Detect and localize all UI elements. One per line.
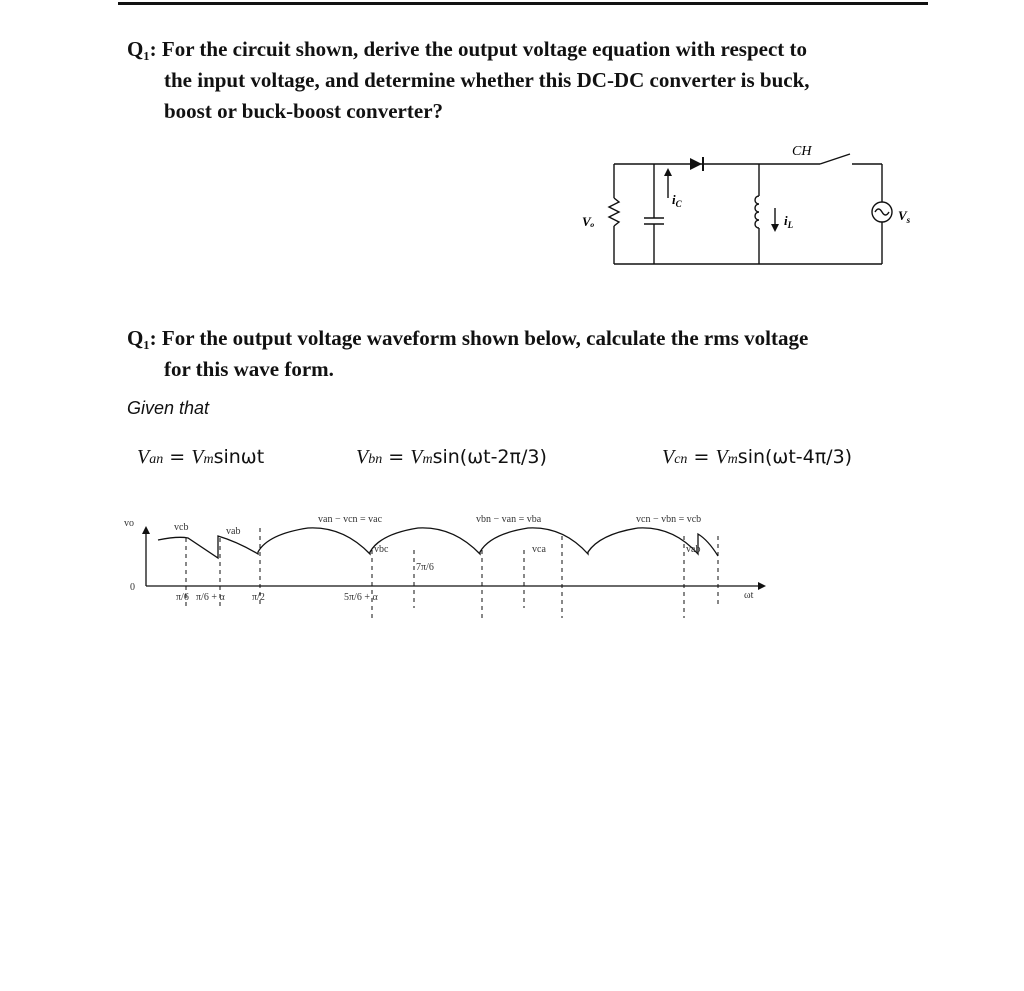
svg-text:Vs [898, 208, 911, 225]
given-label: Given that [127, 398, 210, 418]
question-1 [127, 34, 810, 127]
vcn-equals: = [693, 446, 716, 468]
x-axis-label: ωt [744, 590, 754, 601]
y-axis-label: vo [124, 518, 134, 529]
vcn-vm-subscript: m [727, 452, 738, 467]
output-voltage-label: Vₒ [582, 214, 595, 229]
van-symbol: V [137, 446, 150, 468]
van-function: sinωt [213, 446, 265, 468]
van-equals: = [169, 446, 192, 468]
vcn-vm: V [715, 446, 728, 468]
switch-label: CH [792, 144, 812, 159]
svg-text:iL [784, 213, 794, 230]
relation-2: vbn − van = vba [476, 514, 542, 525]
circuit-diagram [560, 140, 920, 275]
relation-1: van − vcn = vac [318, 514, 383, 525]
tick-7pi-6: 7π/6 [416, 562, 434, 573]
vbn-symbol: V [356, 446, 369, 468]
vbn-subscript: bn [368, 452, 383, 467]
vbn-vm-subscript: m [422, 452, 433, 467]
tick-pi-6-alpha: π/6 + α [196, 592, 225, 603]
source-voltage-label: V [898, 208, 907, 223]
vbn-equals: = [388, 446, 411, 468]
inductor-current-label: i [784, 213, 788, 228]
equation-vbn [356, 446, 547, 469]
capacitor-current-label: i [672, 192, 676, 207]
vcn-function: sin(ωt-4π/3) [737, 446, 853, 468]
equation-van [137, 446, 264, 469]
source-voltage-sub: s [906, 215, 911, 225]
segment-vca: vca [532, 544, 546, 555]
vbn-vm: V [410, 446, 423, 468]
question-2-line-2: for this wave form. [164, 357, 334, 381]
origin-label: 0 [130, 582, 135, 593]
top-rule [118, 2, 928, 5]
van-vm: V [191, 446, 204, 468]
segment-vcb: vcb [174, 522, 189, 533]
vcn-symbol: V [662, 446, 675, 468]
question-1-line-3: boost or buck-boost converter? [164, 99, 444, 123]
question-2-line-1: Q₁: For the output voltage waveform shown below, calculate the rms voltage [127, 326, 809, 350]
relation-3: vcn − vbn = vcb [636, 514, 702, 525]
inductor-current-sub: L [787, 220, 794, 230]
equation-vcn [662, 446, 852, 469]
waveform-diagram [118, 508, 778, 628]
vbn-function: sin(ωt-2π/3) [432, 446, 547, 468]
question-2 [127, 323, 808, 385]
tick-pi-2: π/2 [252, 592, 265, 603]
tick-pi-6: π/6 [176, 592, 189, 603]
question-1-line-2: the input voltage, and determine whether this DC-DC converter is buck, [164, 68, 810, 92]
segment-vbc: vbc [374, 544, 389, 555]
vcn-subscript: cn [674, 452, 688, 467]
capacitor-current-sub: C [675, 199, 682, 209]
van-subscript: an [149, 452, 164, 467]
van-vm-subscript: m [203, 452, 214, 467]
segment-vab-2: vab [686, 544, 701, 555]
tick-5pi-6-alpha: 5π/6 + α [344, 592, 378, 603]
segment-vab: vab [226, 526, 241, 537]
question-1-line-1: Q₁: For the circuit shown, derive the output voltage equation with respect to [127, 37, 807, 61]
svg-text:iC [672, 192, 683, 209]
